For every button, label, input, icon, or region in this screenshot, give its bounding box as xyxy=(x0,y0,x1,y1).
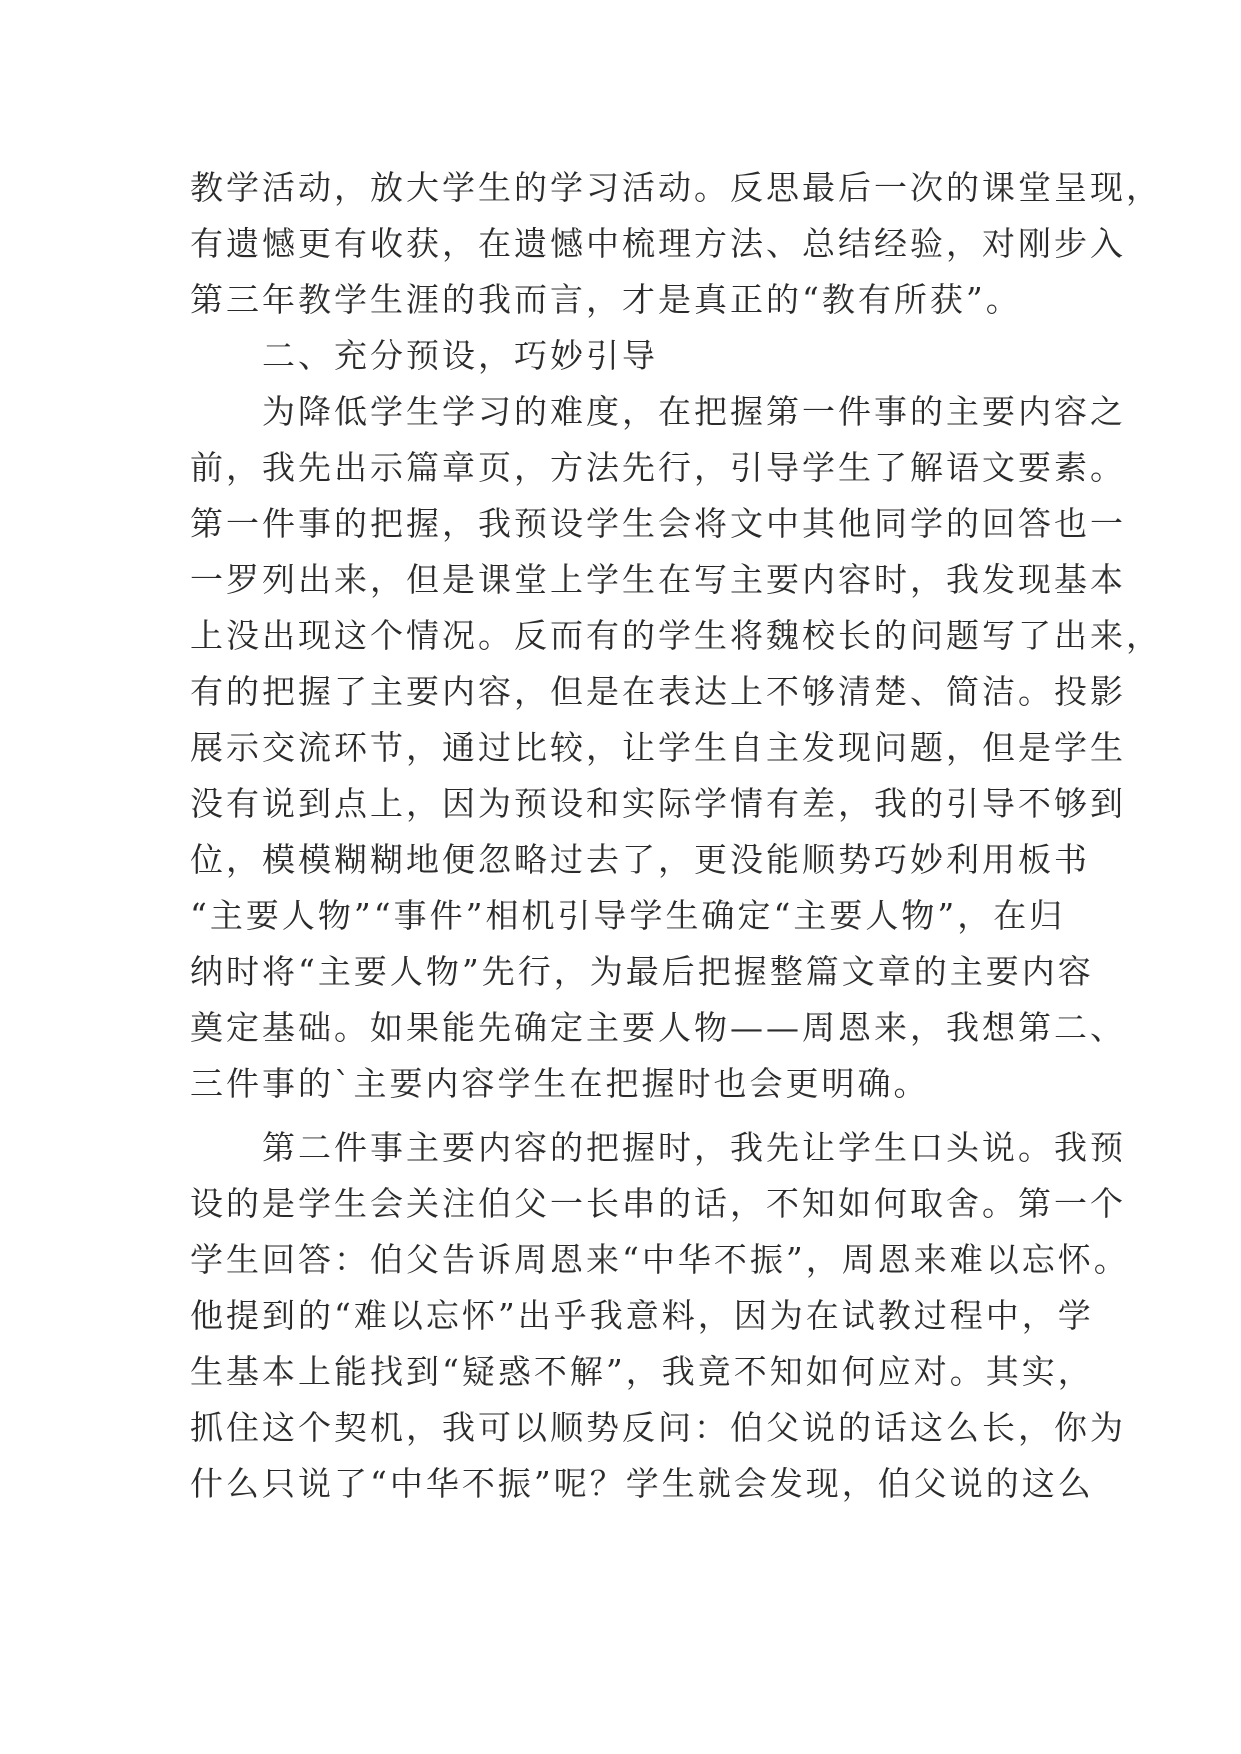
text-line: 教学活动，放大学生的学习活动。反思最后一次的课堂呈现， xyxy=(190,168,1162,207)
text-line: 位，模模糊糊地便忽略过去了，更没能顺势巧妙利用板书 xyxy=(190,840,1090,879)
text-line: 设的是学生会关注伯父一长串的话，不知如何取舍。第一个 xyxy=(190,1184,1126,1223)
text-line: 奠定基础。如果能先确定主要人物——周恩来，我想第二、 xyxy=(190,1008,1126,1047)
section-heading: 二、充分预设，巧妙引导 xyxy=(190,336,658,375)
text-line: 纳时将“主要人物”先行，为最后把握整篇文章的主要内容 xyxy=(190,952,1094,991)
text-line: 上没出现这个情况。反而有的学生将魏校长的问题写了出来， xyxy=(190,616,1162,655)
paragraph-gap xyxy=(190,1112,1070,1120)
text-line: 什么只说了“中华不振”呢？学生就会发现，伯父说的这么 xyxy=(190,1464,1094,1503)
text-line: “主要人物”“事件”相机引导学生确定“主要人物”，在归 xyxy=(190,896,1066,935)
text-line: 展示交流环节，通过比较，让学生自主发现问题，但是学生 xyxy=(190,728,1126,767)
text-line: 第二件事主要内容的把握时，我先让学生口头说。我预 xyxy=(190,1128,1126,1167)
text-line: 第一件事的把握，我预设学生会将文中其他同学的回答也一 xyxy=(190,504,1126,543)
text-line: 前，我先出示篇章页，方法先行，引导学生了解语文要素。 xyxy=(190,448,1126,487)
text-line: 有遗憾更有收获，在遗憾中梳理方法、总结经验，对刚步入 xyxy=(190,224,1126,263)
text-line: 有的把握了主要内容，但是在表达上不够清楚、简洁。投影 xyxy=(190,672,1126,711)
document-body xyxy=(190,160,1162,1512)
text-line: 一罗列出来，但是课堂上学生在写主要内容时，我发现基本 xyxy=(190,560,1126,599)
text-line: 没有说到点上，因为预设和实际学情有差，我的引导不够到 xyxy=(190,784,1126,823)
text-line: 他提到的“难以忘怀”出乎我意料，因为在试教过程中，学 xyxy=(190,1296,1094,1335)
text-line: 抓住这个契机，我可以顺势反问：伯父说的话这么长，你为 xyxy=(190,1408,1126,1447)
text-line: 三件事的`主要内容学生在把握时也会更明确。 xyxy=(190,1064,930,1103)
text-line: 第三年教学生涯的我而言，才是真正的“教有所获”。 xyxy=(190,280,1022,319)
text-line: 为降低学生学习的难度，在把握第一件事的主要内容之 xyxy=(190,392,1126,431)
text-line: 学生回答：伯父告诉周恩来“中华不振”，周恩来难以忘怀。 xyxy=(190,1240,1130,1279)
text-line: 生基本上能找到“疑惑不解”，我竟不知如何应对。其实， xyxy=(190,1352,1094,1391)
